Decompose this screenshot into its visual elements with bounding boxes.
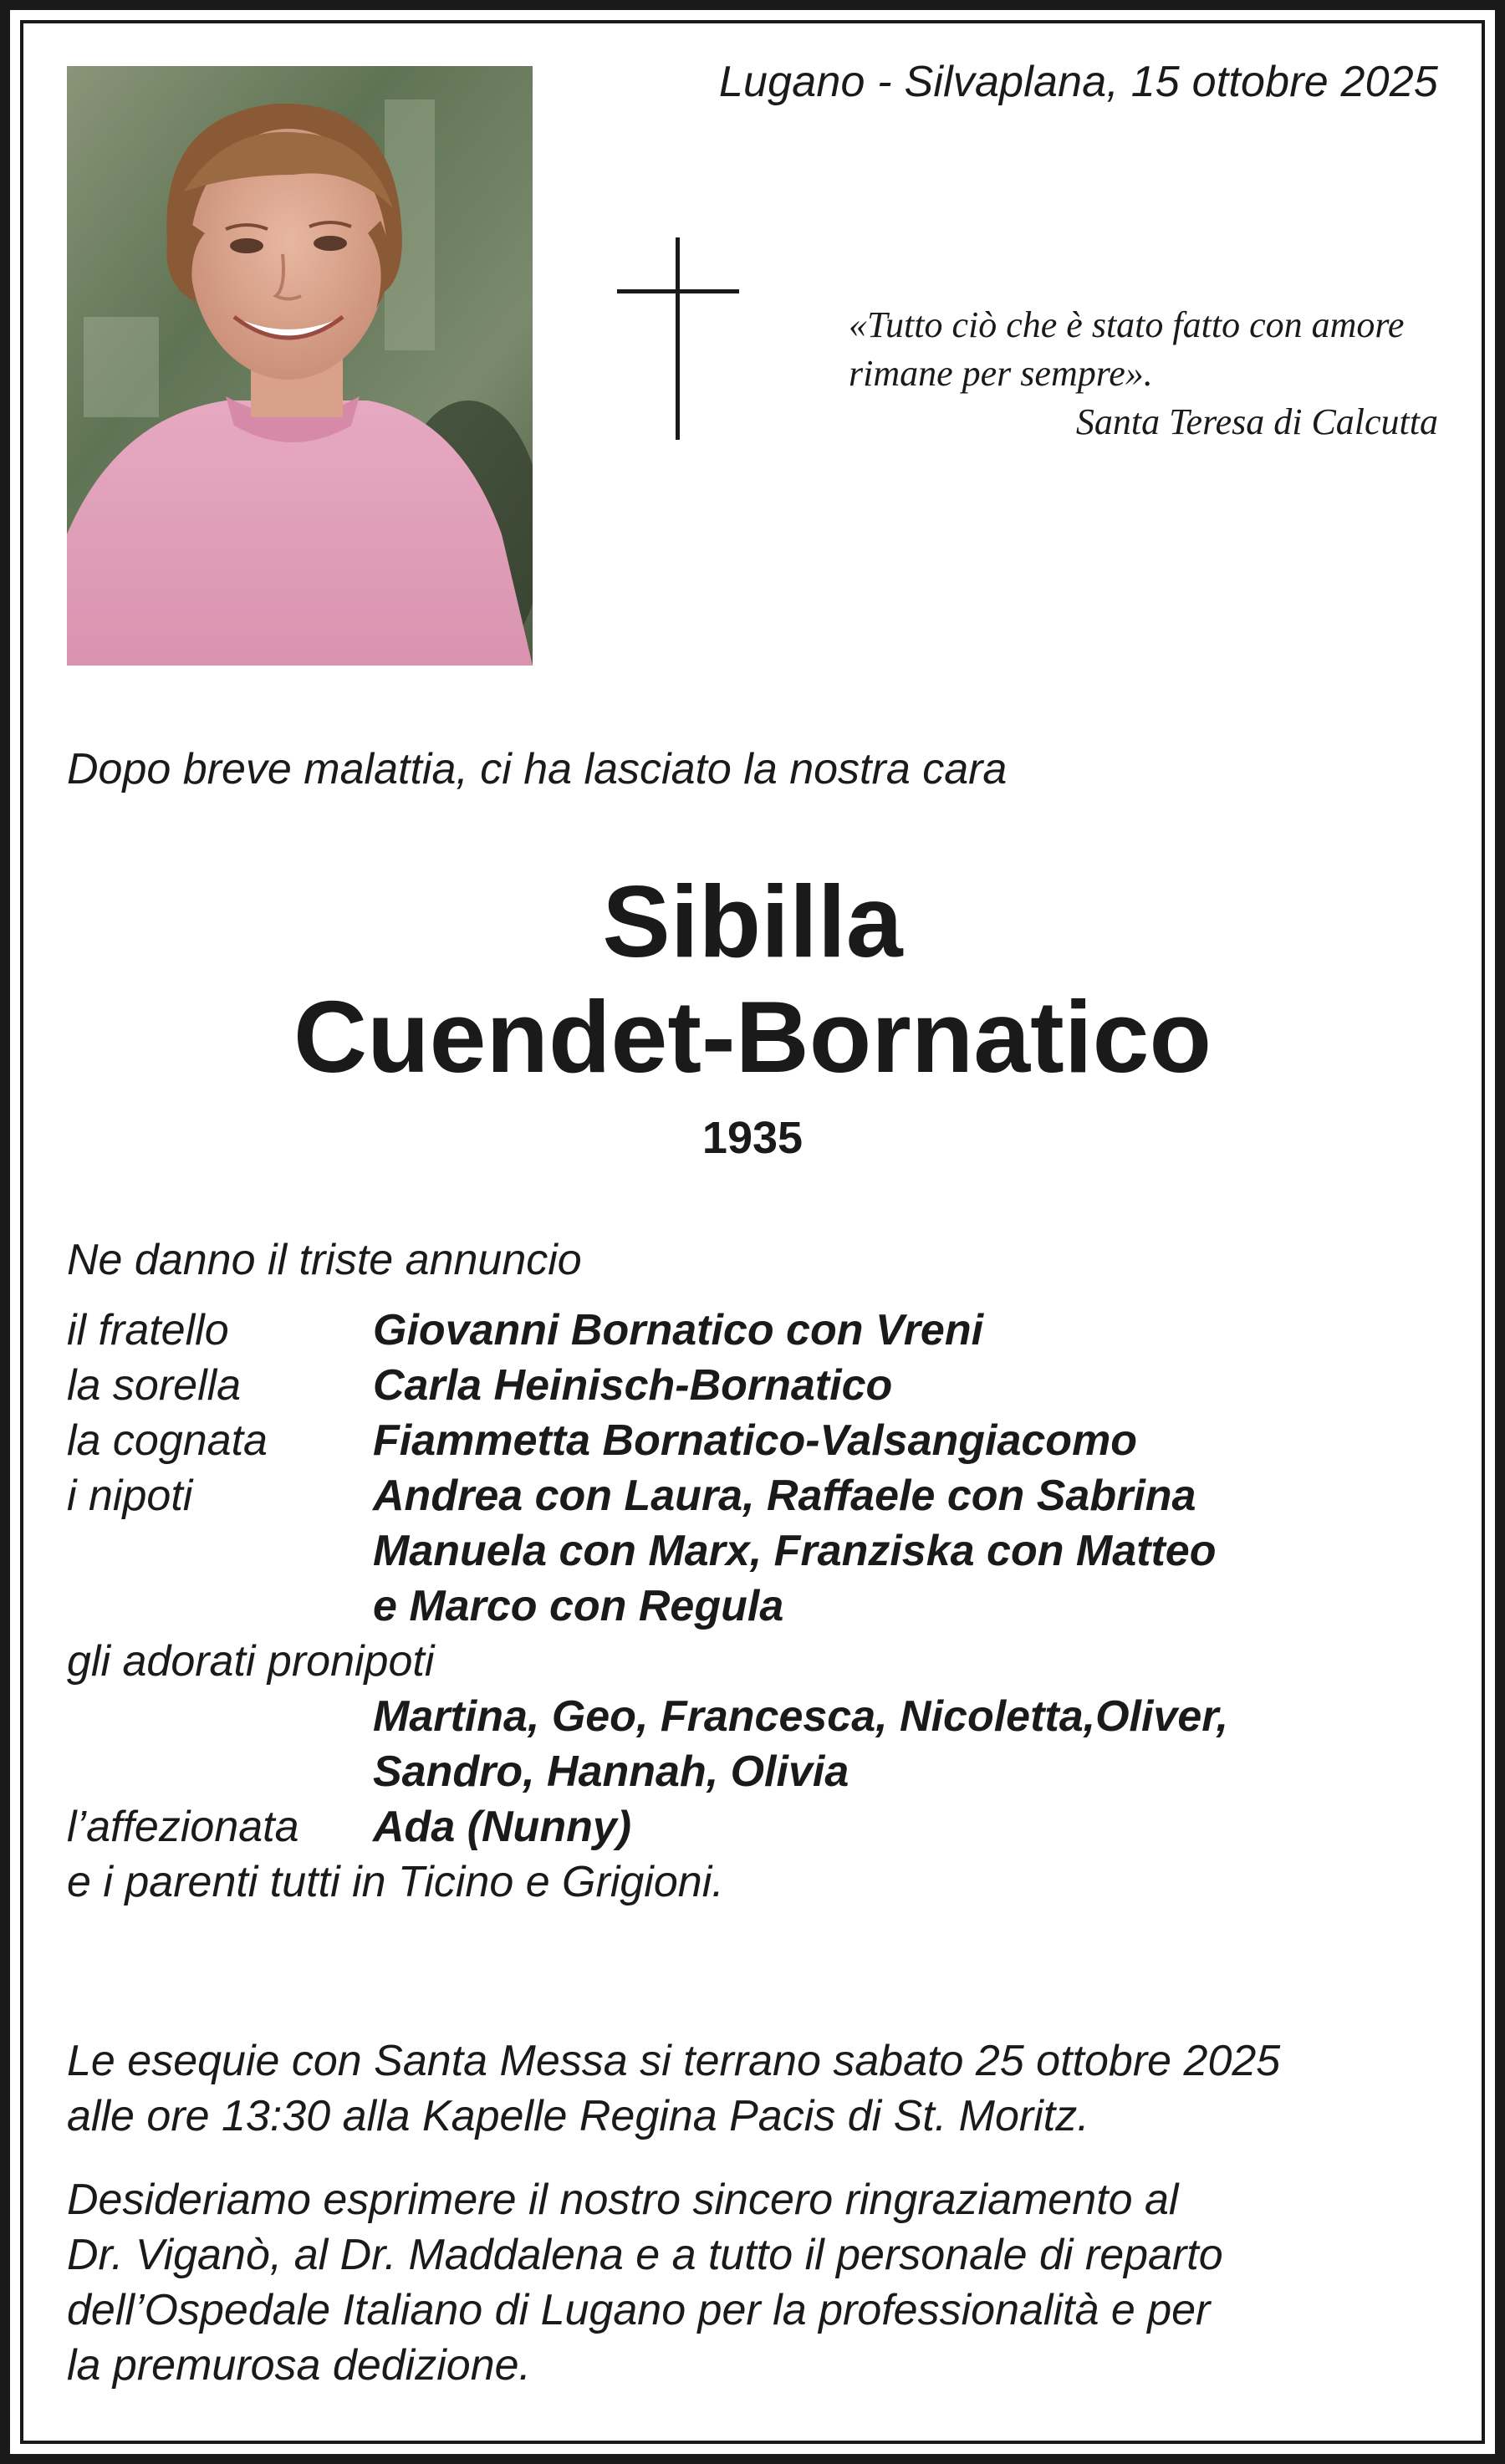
pronipoti-line: Sandro, Hannah, Olivia [373, 1747, 849, 1796]
place-date: Lugano - Silvaplana, 15 ottobre 2025 [718, 58, 1438, 106]
deceased-last-name: Cuendet-Bornatico [293, 980, 1212, 1094]
thanks-paragraph [67, 2172, 1455, 2393]
relative-names [373, 1799, 631, 1854]
relative-name-line: Andrea con Laura, Raffaele con Sabrina [373, 1472, 1196, 1520]
thanks-line: la premurosa dedizione. [67, 2341, 531, 2390]
thanks-line: dell’Ospedale Italiano di Lugano per la professionalità e per [67, 2286, 1211, 2334]
relative-name-line: Fiammetta Bornatico-Valsangiacomo [373, 1416, 1138, 1465]
relation-label: la sorella [67, 1361, 242, 1410]
relative-row [67, 1303, 1455, 1358]
relative-name-line: Giovanni Bornatico con Vreni [373, 1306, 984, 1354]
relative-name-line: Carla Heinisch-Bornatico [373, 1361, 893, 1410]
relative-names [373, 1468, 1216, 1634]
memorial-quote [849, 301, 1438, 446]
relative-name-line: Manuela con Marx, Franziska con Matteo [373, 1527, 1217, 1575]
relative-name-line: Ada (Nunny) [373, 1803, 632, 1851]
deceased-first-name: Sibilla [602, 865, 903, 978]
pronipoti-names [67, 1689, 1455, 1799]
relative-row [67, 1799, 1455, 1854]
relation-label: i nipoti [67, 1472, 193, 1520]
thanks-line: Dr. Viganò, al Dr. Maddalena e a tutto il personale di reparto [67, 2231, 1223, 2279]
pronipoti-label: gli adorati pronipoti [67, 1637, 435, 1686]
cross-icon [617, 237, 739, 440]
relative-names [373, 1413, 1137, 1468]
relation-label: il fratello [67, 1306, 229, 1354]
announcement-closing: e i parenti tutti in Ticino e Grigioni. [67, 1858, 724, 1906]
announcement-block [67, 1232, 1455, 1910]
pronipoti-line: Martina, Geo, Francesca, Nicoletta,Oliver, [373, 1692, 1229, 1741]
relative-names [373, 1303, 983, 1358]
relative-row [67, 1358, 1455, 1413]
funeral-line: Le esequie con Santa Messa si terrano sabato 25 ottobre 2025 [67, 2037, 1281, 2085]
quote-line-1: «Tutto ciò che è stato fatto con amore [849, 304, 1405, 345]
portrait-photo [67, 66, 533, 666]
thanks-line: Desideriamo esprimere il nostro sincero ringraziamento al [67, 2176, 1179, 2224]
relation-label: la cognata [67, 1416, 268, 1465]
relative-name-line: e Marco con Regula [373, 1582, 784, 1630]
funeral-info [67, 2033, 1455, 2144]
relative-row [67, 1468, 1455, 1634]
funeral-line: alle ore 13:30 alla Kapelle Regina Pacis di St. Moritz. [67, 2092, 1089, 2140]
quote-author: Santa Teresa di Calcutta [1075, 401, 1438, 442]
announcement-opening: Ne danno il triste annuncio [67, 1236, 582, 1284]
birth-year: 1935 [701, 1113, 804, 1163]
relation-label: l’affezionata [67, 1803, 299, 1851]
intro-text: Dopo breve malattia, ci ha lasciato la nostra cara [67, 745, 1008, 793]
relative-names [373, 1358, 892, 1413]
relative-row [67, 1413, 1455, 1468]
quote-line-2: rimane per sempre». [849, 353, 1153, 394]
